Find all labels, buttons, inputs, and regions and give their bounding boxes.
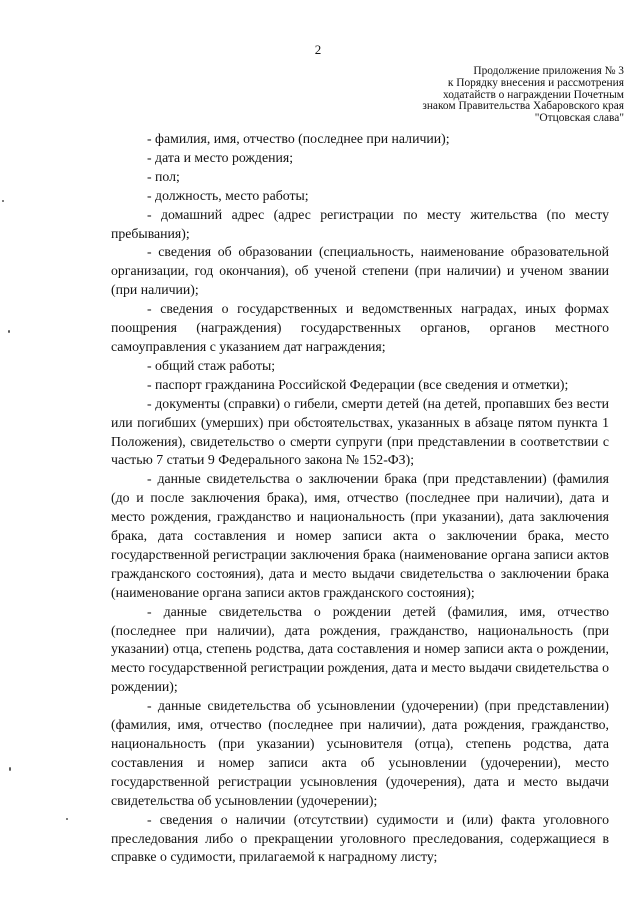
header-line: знаком Правительства Хабаровского края xyxy=(422,100,624,113)
list-item: - сведения о государственных и ведомственных наградах, иных формах поощрения (награждения) государственных органов, органов местного самоуправления с указанием дат награждения; xyxy=(111,301,609,354)
scan-speck xyxy=(9,767,11,771)
header-line: к Порядку внесения и рассмотрения xyxy=(447,76,624,89)
list-item: - данные свидетельства о заключении брака (при представлении) (фамилия (до и после заключения брака), имя, отчество (последнее при наличии), дата и место рождения, гражданство и национальность (при указании), дата заключения брака, дата составления и номер записи акта о заключении брака, место государственной регистрации заключения брака (наименование органа записи актов гражданского состояния), дата и место выдачи свидетельства о заключении брака (наименование органа записи актов гражданского состояния); xyxy=(111,471,609,600)
scan-speck xyxy=(66,818,68,820)
scan-speck xyxy=(8,330,10,333)
list-item: - паспорт гражданина Российской Федерации (все сведения и отметки); xyxy=(147,376,569,392)
list-item: - должность, место работы; xyxy=(147,187,309,203)
body-text xyxy=(111,130,609,867)
list-item: - фамилия, имя, отчество (последнее при наличии); xyxy=(147,131,450,146)
list-item: - документы (справки) о гибели, смерти детей (на детей, пропавших без вести или погибших (умерших) при обстоятельствах, указанных в абзаце пятом пункта 1 Положения), свидетельство о смерти супруги (при представлении в соответствии с частью 7 статьи 9 Федерального закона № 152-ФЗ); xyxy=(111,395,609,468)
list-item: - пол; xyxy=(147,168,180,184)
list-item: - данные свидетельства о рождении детей (фамилия, имя, отчество (последнее при наличии), дата рождения, гражданство, национальность (при указании) отца, степень родства, дата составления и номер записи акта о рождении, место государственной регистрации рождения, дата и место выдачи свидетельства о рождении); xyxy=(111,603,609,695)
page-number: 2 xyxy=(314,42,322,57)
list-item: - общий стаж работы; xyxy=(147,357,276,373)
list-item: - домашний адрес (адрес регистрации по месту жительства (по месту пребывания); xyxy=(111,206,609,241)
header-line: "Отцовская слава" xyxy=(534,112,624,125)
list-item: - данные свидетельства об усыновлении (удочерении) (при представлении) (фамилия, имя, отчество (последнее при наличии), дата рождения, гражданство, национальность (при указании) усыновителя (отца), степень родства, дата составления и номер записи акта об усыновлении (удочерении), место государственной регистрации усыновления (удочерения), дата и место выдачи свидетельства об усыновлении (удочерении); xyxy=(111,698,609,808)
list-item: - сведения об образовании (специальность, наименование образовательной организации, год окончания), об ученой степени (при наличии) и ученом звании (при наличии); xyxy=(111,244,609,298)
list-item: - сведения о наличии (отсутствии) судимости и (или) факта уголовного преследования либо о прекращении уголовного преследования, содержащиеся в справке о судимости, прилагаемой к наградному листу; xyxy=(111,811,609,865)
header-line: Продолжение приложения № 3 xyxy=(473,65,624,77)
scan-speck xyxy=(2,200,4,202)
appendix-header xyxy=(388,66,624,125)
header-line: ходатайств о награждении Почетным xyxy=(442,88,624,101)
list-item: - дата и место рождения; xyxy=(147,149,294,165)
